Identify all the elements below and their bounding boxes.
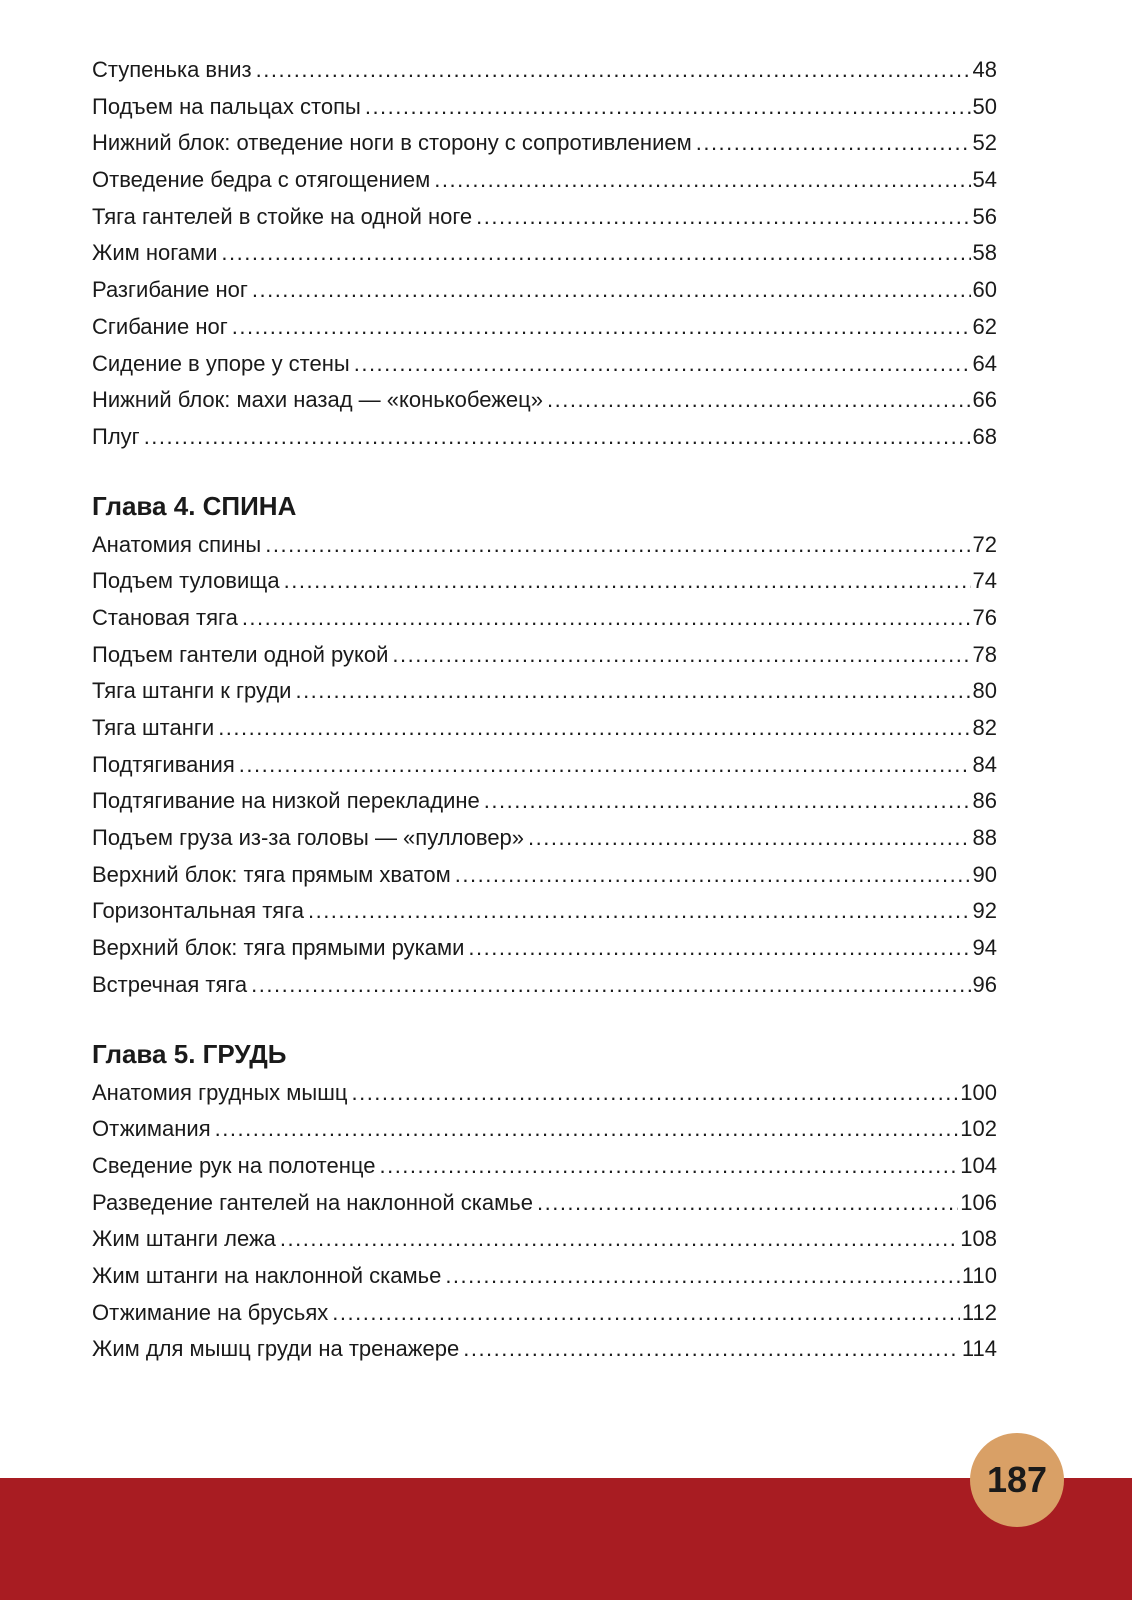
toc-entry-title: Сгибание ног xyxy=(92,313,228,339)
toc-entry[interactable] xyxy=(92,309,997,346)
toc-entry[interactable] xyxy=(92,1148,997,1185)
toc-entry[interactable] xyxy=(92,1221,997,1258)
dot-leader xyxy=(295,673,970,710)
dot-leader xyxy=(239,747,971,784)
toc-entry-page: 56 xyxy=(972,203,997,229)
dot-leader xyxy=(242,600,971,637)
toc-entry[interactable] xyxy=(92,600,997,637)
dot-leader xyxy=(351,1075,958,1112)
toc-entry-page: 50 xyxy=(972,93,997,119)
toc-entry-title: Тяга штанги к груди xyxy=(92,678,292,704)
toc-entry-page: 90 xyxy=(972,861,997,887)
toc-entry-title: Верхний блок: тяга прямым хватом xyxy=(92,861,451,887)
dot-leader xyxy=(252,272,971,309)
toc-entry-title: Сидение в упоре у стены xyxy=(92,350,350,376)
chapter-5-heading[interactable]: Глава 5. ГРУДЬ xyxy=(92,1038,287,1069)
dot-leader xyxy=(434,162,970,199)
toc-entry-title: Разведение гантелей на наклонной скамье xyxy=(92,1189,533,1215)
toc-entry-title: Жим ногами xyxy=(92,240,218,266)
dot-leader xyxy=(455,857,971,894)
toc-entry[interactable] xyxy=(92,52,997,89)
toc-entry-page: 58 xyxy=(972,240,997,266)
toc-entry-page: 64 xyxy=(972,350,997,376)
dot-leader xyxy=(484,783,971,820)
toc-entry-page: 102 xyxy=(960,1116,997,1142)
toc-entry-title: Жим штанги лежа xyxy=(92,1226,276,1252)
toc-entry[interactable] xyxy=(92,1331,997,1368)
toc-entry-page: 78 xyxy=(972,641,997,667)
dot-leader xyxy=(265,527,970,564)
toc-entry-title: Анатомия спины xyxy=(92,531,262,557)
toc-entry[interactable] xyxy=(92,1258,997,1295)
dot-leader xyxy=(256,52,971,89)
toc-entry-page: 106 xyxy=(960,1189,997,1215)
dot-leader xyxy=(284,563,971,600)
toc-entry[interactable] xyxy=(92,783,997,820)
toc-entry-title: Встречная тяга xyxy=(92,971,248,997)
toc-entry[interactable] xyxy=(92,1185,997,1222)
toc-entry-page: 112 xyxy=(961,1299,997,1325)
toc-entry[interactable] xyxy=(92,125,997,162)
page-number: 187 xyxy=(986,1459,1048,1500)
toc-entry[interactable] xyxy=(92,1111,997,1148)
dot-leader xyxy=(537,1185,958,1222)
toc-entry-title: Нижний блок: махи назад — «конькобежец» xyxy=(92,387,543,413)
toc-entry-page: 86 xyxy=(972,788,997,814)
toc-entry-page: 62 xyxy=(972,313,997,339)
toc-entry-title: Подъем туловища xyxy=(92,568,280,594)
toc-entry-page: 72 xyxy=(972,531,997,557)
toc-entry-title: Подтягивание на низкой перекладине xyxy=(92,788,480,814)
toc-entry-page: 76 xyxy=(972,604,997,630)
dot-leader xyxy=(696,125,971,162)
toc-entry[interactable] xyxy=(92,930,997,967)
dot-leader xyxy=(251,967,970,1004)
dot-leader xyxy=(215,1111,959,1148)
dot-leader xyxy=(365,89,971,126)
toc-entry[interactable] xyxy=(92,967,997,1004)
toc-entry-title: Отжимание на брусьях xyxy=(92,1299,329,1325)
toc-entry-title: Подъем на пальцах стопы xyxy=(92,93,361,119)
toc-entry[interactable] xyxy=(92,199,997,236)
toc-entry-title: Становая тяга xyxy=(92,604,238,630)
toc-entry-page: 104 xyxy=(960,1152,997,1178)
toc-section-continued xyxy=(92,52,997,456)
toc-entry-title: Тяга штанги xyxy=(92,715,215,740)
toc-entry-title: Плуг xyxy=(92,423,140,449)
toc-entry[interactable] xyxy=(92,527,997,564)
dot-leader xyxy=(463,1331,960,1368)
toc-entry[interactable] xyxy=(92,162,997,199)
dot-leader xyxy=(308,893,971,930)
toc-entry-title: Жим штанги на наклонной скамье xyxy=(92,1262,442,1288)
dot-leader xyxy=(379,1148,958,1185)
toc-entry-page: 66 xyxy=(972,387,997,413)
toc-entry-title: Разгибание ног xyxy=(92,277,248,303)
toc-entry[interactable] xyxy=(92,857,997,894)
chapter-4-heading[interactable]: Глава 4. СПИНА xyxy=(92,490,297,521)
toc-entry-title: Горизонтальная тяга xyxy=(92,898,304,924)
toc-entry-page: 94 xyxy=(972,935,997,961)
toc-entry[interactable] xyxy=(92,747,997,784)
dot-leader xyxy=(476,199,970,236)
toc-entry-title: Сведение рук на полотенце xyxy=(92,1152,376,1178)
page-number-badge xyxy=(970,1433,1064,1527)
toc-entry[interactable] xyxy=(92,382,997,419)
dot-leader xyxy=(218,710,970,747)
toc-entry-title: Подъем гантели одной рукой xyxy=(92,641,389,667)
toc-entry-page: 68 xyxy=(972,423,997,449)
toc-entry[interactable] xyxy=(92,235,997,272)
toc-entry-title: Анатомия грудных мышц xyxy=(92,1079,348,1105)
toc-entry-title: Подтягивания xyxy=(92,751,235,777)
table-of-contents xyxy=(92,52,997,1368)
toc-entry[interactable] xyxy=(92,419,997,456)
toc-entry-page: 80 xyxy=(972,678,997,704)
toc-section-chapter-4 xyxy=(92,527,997,1004)
toc-entry[interactable] xyxy=(92,673,997,710)
toc-entry-page: 114 xyxy=(961,1336,997,1362)
toc-entry-title: Ступенька вниз xyxy=(92,57,252,82)
toc-entry-page: 60 xyxy=(972,277,997,303)
toc-entry-title: Жим для мышц груди на тренажере xyxy=(92,1336,460,1362)
toc-entry[interactable] xyxy=(92,710,997,747)
toc-entry[interactable] xyxy=(92,1075,997,1112)
dot-leader xyxy=(144,419,971,456)
toc-entry-page: 84 xyxy=(972,751,997,777)
dot-leader xyxy=(528,820,970,857)
dot-leader xyxy=(392,637,970,674)
toc-entry[interactable] xyxy=(92,1295,997,1332)
toc-entry-page: 74 xyxy=(972,568,997,594)
dot-leader xyxy=(232,309,971,346)
dot-leader xyxy=(354,346,971,383)
dot-leader xyxy=(332,1295,960,1332)
toc-entry-title: Верхний блок: тяга прямыми руками xyxy=(92,935,465,961)
toc-entry-title: Отведение бедра с отягощением xyxy=(92,167,431,193)
toc-entry-title: Нижний блок: отведение ноги в сторону с сопротивлением xyxy=(92,130,692,156)
dot-leader xyxy=(547,382,971,419)
toc-entry-page: 110 xyxy=(961,1262,997,1288)
toc-entry-page: 48 xyxy=(972,57,997,82)
toc-entry[interactable] xyxy=(92,893,997,930)
toc-entry-title: Тяга гантелей в стойке на одной ноге xyxy=(92,203,473,229)
toc-entry-title: Отжимания xyxy=(92,1116,211,1142)
dot-leader xyxy=(468,930,970,967)
footer-band xyxy=(0,1478,1132,1600)
toc-entry-page: 108 xyxy=(960,1226,997,1252)
dot-leader xyxy=(221,235,970,272)
toc-entry[interactable] xyxy=(92,820,997,857)
toc-entry[interactable] xyxy=(92,89,997,126)
toc-entry[interactable] xyxy=(92,346,997,383)
toc-entry-page: 88 xyxy=(972,825,997,851)
dot-leader xyxy=(445,1258,960,1295)
toc-entry-page: 54 xyxy=(972,167,997,193)
toc-entry-title: Подъем груза из-за головы — «пулловер» xyxy=(92,825,525,851)
toc-entry-page: 52 xyxy=(972,130,997,156)
dot-leader xyxy=(280,1221,958,1258)
toc-entry-page: 100 xyxy=(960,1079,997,1105)
toc-section-chapter-5 xyxy=(92,1075,997,1369)
toc-entry-page: 82 xyxy=(972,715,997,740)
toc-entry[interactable] xyxy=(92,272,997,309)
toc-entry[interactable] xyxy=(92,563,997,600)
toc-entry-page: 96 xyxy=(972,971,997,997)
toc-entry[interactable] xyxy=(92,637,997,674)
toc-entry-page: 92 xyxy=(972,898,997,924)
